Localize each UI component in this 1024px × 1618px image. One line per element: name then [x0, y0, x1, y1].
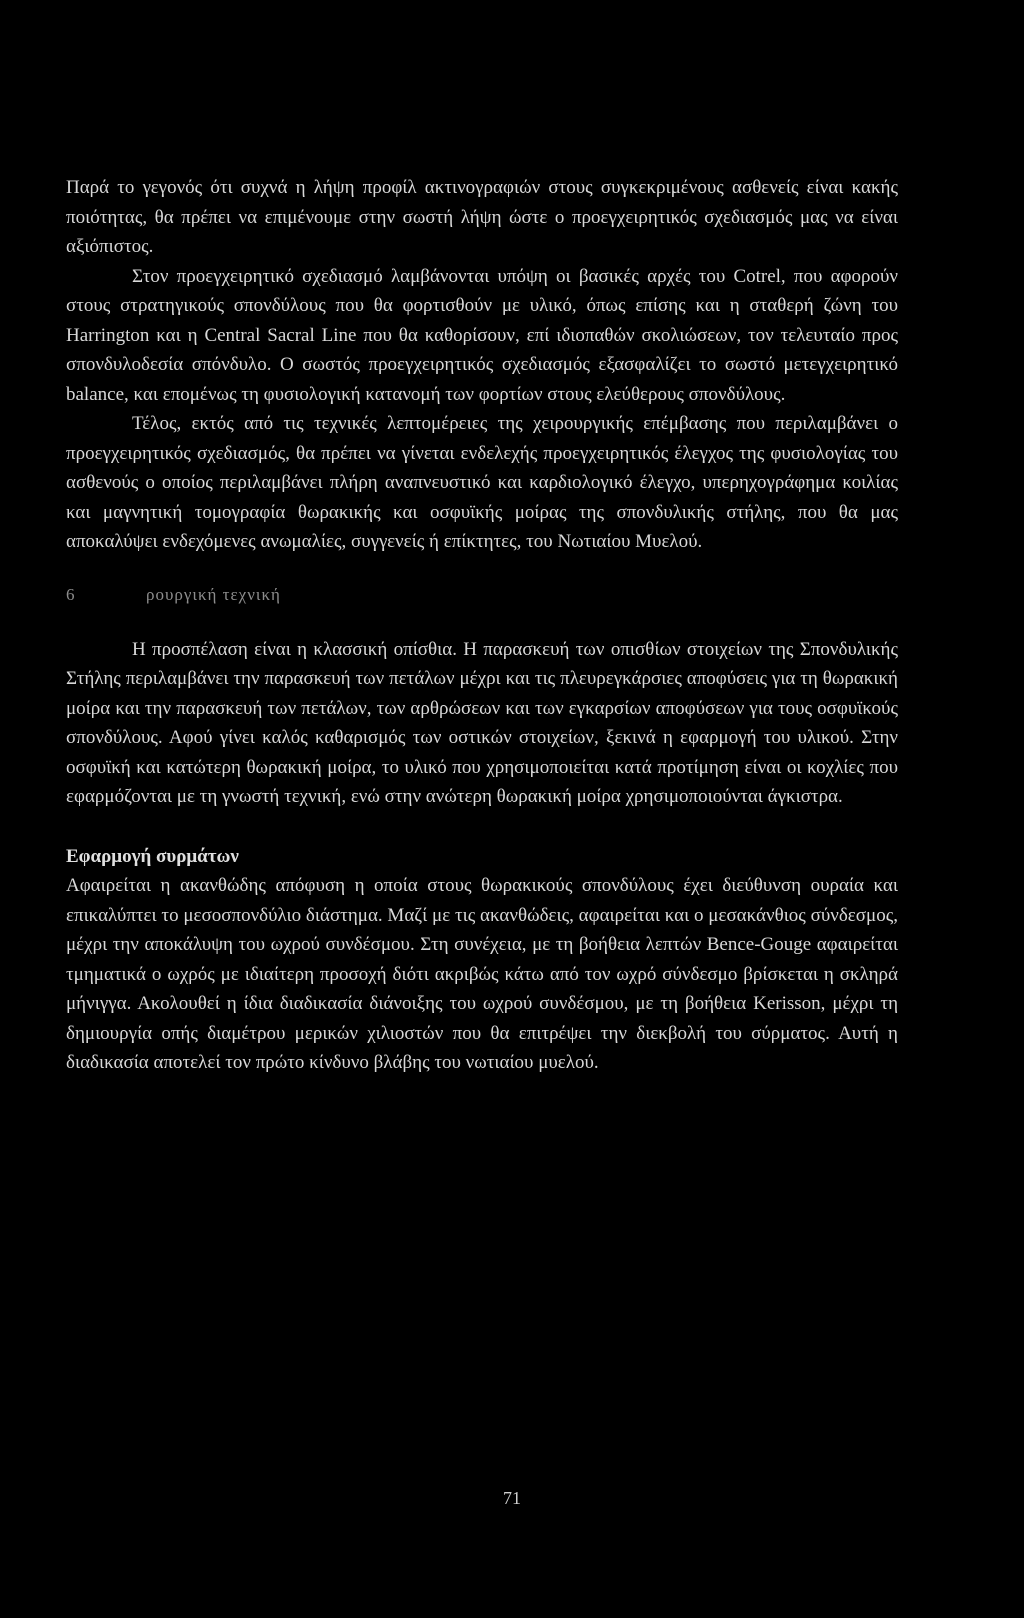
wires-paragraph: Αφαιρείται η ακανθώδης απόφυση η οποία στους θωρακικούς σπονδύλους έχει διεύθυνση ουραία και επικαλύπτει το μεσοσπονδύλιο διάστημα. Μαζί με τις ακανθώδεις, αφαιρείται και ο μεσακάνθιος σύνδεσμος, μέχρι την αποκάλυψη του ωχρού συνδέσμου. Στη συνέχεια, με τη βοήθεια λεπτών Bence-Gouge αφαιρείται τμηματικά ο ωχρός με ιδιαίτερη προσοχή διότι ακριβώς κάτω από τον ωχρό σύνδεσμο βρίσκεται η σκληρά μήνιγγα. Ακολουθεί η ίδια διαδικασία διάνοιξης του ωχρού συνδέσμου, με τη βοήθεια Kerisson, μέχρι τη δημιουργία οπής διαμέτρου μερικών χιλιοστών που θα επιτρέψει την διεκβολή του σύρματος. Αυτή η διαδικασία αποτελεί τον πρώτο κίνδυνο βλάβης του νωτιαίου μυελού.	[66, 875, 898, 1073]
technique-paragraph: Η προσπέλαση είναι η κλασσική οπίσθια. Η παρασκευή των οπισθίων στοιχείων της Σπονδυλικής Στήλης περιλαμβάνει την παρασκευή των πετάλων μέχρι και τις πλευρεγκάρσιες αποφύσεις για τη θωρακική μοίρα και την παρασκευή των πετάλων, των αρθρώσεων και των εγκαρσίων αποφύσεων για τους οσφυϊκούς σπονδύλους. Αφού γίνει καλός καθαρισμός των οστικών στοιχείων, ξεκινά η εφαρμογή του υλικού. Στην οσφυϊκή και κατώτερη θωρακική μοίρα, το υλικό που χρησιμοποιείται κατά προτίμηση είναι οι κοχλίες που εφαρμόζονται με τη γνωστή τεχνική, ενώ στην ανώτερη θωρακική μοίρα χρησιμοποιούνται άγκιστρα.	[66, 638, 898, 807]
page-number: 71	[503, 1488, 521, 1508]
preop-checks-paragraph: Τέλος, εκτός από τις τεχνικές λεπτομέρειες της χειρουργικής επέμβασης που περιλαμβάνει ο προεγχειρητικός σχεδιασμός, θα πρέπει να γίνεται ενδελεχής προεγχειρητικός έλεγχος της φυσιολογίας του ασθενούς ο οποίος περιλαμβάνει πλήρη αναπνευστικό και καρδιολογικό έλεγχο, υπερηχογράφημα κοιλίας και μαγνητική τομογραφία θωρακικής και οσφυϊκής μοίρας της σπονδυλικής στήλης, που θα μας αποκαλύψει ενδεχόμενες ανωμαλίες, συγγενείς ή επίκτητες, του Νωτιαίου Μυελού.	[66, 413, 898, 552]
section-heading	[66, 585, 898, 605]
intro-paragraph: Παρά το γεγονός ότι συχνά η λήψη προφίλ ακτινογραφιών στους συγκεκριμένους ασθενείς είναι κακής ποιότητας, θα πρέπει να επιμένουμε στην σωστή λήψη ώστε ο προεγχειρητικός σχεδιασμός μας να είναι αξιόπιστος.	[66, 177, 898, 257]
section-title: ρουργική τεχνική	[146, 584, 281, 604]
section-number: 6	[66, 584, 76, 604]
planning-paragraph: Στον προεγχειρητικό σχεδιασμό λαμβάνονται υπόψη οι βασικές αρχές του Cotrel, που αφορούν στους στρατηγικούς σπονδύλους που θα φορτισθούν με υλικό, όπως επίσης και η σταθερή ζώνη του Harrington και η Central Sacral Line που θα καθορίσουν, επί ιδιοπαθών σκολιώσεων, τον τελευταίο προς σπονδυλοδεσία σπόνδυλο. Ο σωστός προεγχειρητικός σχεδιασμός εξασφαλίζει το σωστό μετεγχειρητικό balance, και επομένως τη φυσιολογική κατανομή των φορτίων στους ελεύθερους σπονδύλους.	[66, 265, 898, 405]
page-content	[66, 173, 898, 1078]
wires-heading: Εφαρμογή συρμάτων	[66, 845, 239, 867]
